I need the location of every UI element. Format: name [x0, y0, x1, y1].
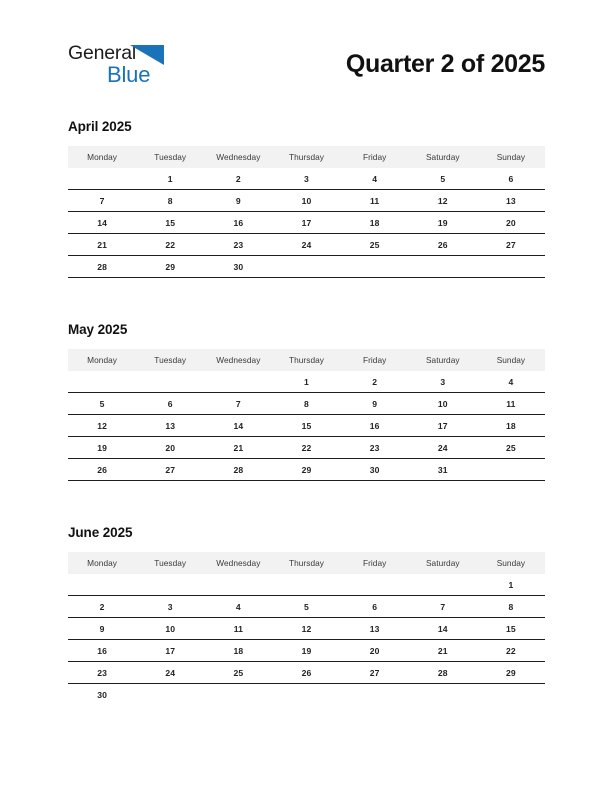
week-row — [68, 574, 545, 596]
weekday-header-wednesday: Wednesday — [204, 349, 272, 371]
day-cell[interactable]: 5 — [409, 168, 477, 190]
day-cell[interactable] — [68, 168, 136, 190]
day-cell[interactable]: 7 — [204, 393, 272, 415]
calendar-table-may — [68, 349, 545, 481]
day-cell[interactable]: 16 — [68, 640, 136, 662]
day-cell[interactable]: 11 — [477, 393, 545, 415]
week-row — [68, 371, 545, 393]
day-cell[interactable]: 30 — [341, 459, 409, 481]
weekday-header-friday: Friday — [341, 349, 409, 371]
weekday-header-tuesday: Tuesday — [136, 349, 204, 371]
weekday-header-saturday: Saturday — [409, 552, 477, 574]
calendar-table-april — [68, 146, 545, 278]
day-cell[interactable] — [136, 684, 204, 706]
page-header — [68, 42, 545, 100]
day-cell[interactable]: 16 — [341, 415, 409, 437]
day-cell[interactable] — [272, 574, 340, 596]
day-cell[interactable]: 3 — [136, 596, 204, 618]
week-row — [68, 684, 545, 706]
day-cell[interactable]: 7 — [409, 596, 477, 618]
page-title: Quarter 2 of 2025 — [345, 50, 545, 78]
day-cell[interactable]: 27 — [477, 234, 545, 256]
week-row — [68, 618, 545, 640]
day-cell[interactable]: 24 — [272, 234, 340, 256]
day-cell[interactable]: 21 — [68, 234, 136, 256]
day-cell[interactable]: 10 — [272, 190, 340, 212]
day-cell[interactable]: 28 — [204, 459, 272, 481]
day-cell[interactable]: 7 — [68, 190, 136, 212]
day-cell[interactable]: 11 — [341, 190, 409, 212]
weekday-header-friday: Friday — [341, 146, 409, 168]
day-cell[interactable] — [204, 684, 272, 706]
day-cell[interactable]: 6 — [341, 596, 409, 618]
weekday-header-saturday: Saturday — [409, 349, 477, 371]
day-cell[interactable]: 5 — [272, 596, 340, 618]
weekday-header-monday: Monday — [68, 552, 136, 574]
day-cell[interactable] — [272, 256, 340, 278]
day-cell[interactable]: 23 — [68, 662, 136, 684]
day-cell[interactable]: 22 — [136, 234, 204, 256]
day-cell[interactable]: 22 — [477, 640, 545, 662]
day-cell[interactable]: 12 — [272, 618, 340, 640]
day-cell[interactable]: 6 — [477, 168, 545, 190]
day-cell[interactable]: 9 — [204, 190, 272, 212]
day-cell[interactable]: 16 — [204, 212, 272, 234]
day-cell[interactable]: 4 — [204, 596, 272, 618]
day-cell[interactable]: 25 — [204, 662, 272, 684]
day-cell[interactable]: 8 — [477, 596, 545, 618]
week-row — [68, 437, 545, 459]
weekday-header-wednesday: Wednesday — [204, 552, 272, 574]
day-cell[interactable]: 30 — [204, 256, 272, 278]
day-cell[interactable]: 14 — [68, 212, 136, 234]
day-cell[interactable]: 13 — [136, 415, 204, 437]
week-row — [68, 662, 545, 684]
day-cell[interactable]: 2 — [204, 168, 272, 190]
week-row — [68, 190, 545, 212]
day-cell[interactable]: 18 — [477, 415, 545, 437]
day-cell[interactable] — [341, 574, 409, 596]
day-cell[interactable]: 4 — [341, 168, 409, 190]
day-cell[interactable]: 25 — [341, 234, 409, 256]
day-cell[interactable] — [409, 684, 477, 706]
week-row — [68, 168, 545, 190]
week-row — [68, 256, 545, 278]
day-cell[interactable]: 19 — [68, 437, 136, 459]
day-cell[interactable]: 14 — [204, 415, 272, 437]
day-cell[interactable] — [409, 256, 477, 278]
day-cell[interactable]: 30 — [97, 690, 107, 700]
month-title-may: May 2025 — [68, 322, 128, 337]
day-cell[interactable]: 28 — [68, 256, 136, 278]
weekday-header-sunday: Sunday — [477, 146, 545, 168]
day-cell[interactable]: 19 — [272, 640, 340, 662]
weekday-header-monday: Monday — [68, 146, 136, 168]
day-cell[interactable]: 27 — [341, 662, 409, 684]
day-cell[interactable]: 26 — [68, 459, 136, 481]
weekday-header-row — [68, 552, 545, 574]
weekday-header-tuesday: Tuesday — [136, 146, 204, 168]
week-row — [68, 596, 545, 618]
day-cell[interactable]: 11 — [204, 618, 272, 640]
day-cell[interactable]: 20 — [477, 212, 545, 234]
day-cell[interactable]: 9 — [341, 393, 409, 415]
day-cell[interactable]: 27 — [136, 459, 204, 481]
day-cell[interactable] — [136, 574, 204, 596]
day-cell[interactable]: 20 — [341, 640, 409, 662]
day-cell[interactable]: 28 — [409, 662, 477, 684]
weekday-header-thursday: Thursday — [272, 552, 340, 574]
day-cell[interactable]: 25 — [477, 437, 545, 459]
day-cell[interactable]: 8 — [136, 190, 204, 212]
day-cell[interactable]: 24 — [136, 662, 204, 684]
day-cell[interactable]: 14 — [409, 618, 477, 640]
day-cell[interactable]: 5 — [68, 393, 136, 415]
day-cell[interactable] — [204, 371, 272, 393]
weekday-header-row — [68, 349, 545, 371]
day-cell[interactable] — [409, 574, 477, 596]
month-block-april — [68, 119, 545, 278]
day-cell[interactable]: 23 — [204, 234, 272, 256]
day-cell[interactable]: 1 — [272, 371, 340, 393]
day-cell[interactable]: 1 — [477, 574, 545, 596]
day-cell[interactable]: 4 — [477, 371, 545, 393]
weekday-header-thursday: Thursday — [272, 349, 340, 371]
day-cell[interactable]: 10 — [136, 618, 204, 640]
day-cell[interactable]: 18 — [341, 212, 409, 234]
day-cell[interactable]: 12 — [68, 415, 136, 437]
day-cell[interactable]: 8 — [272, 393, 340, 415]
day-cell[interactable]: 3 — [409, 371, 477, 393]
week-row — [68, 459, 545, 481]
day-cell[interactable]: 12 — [409, 190, 477, 212]
day-cell[interactable] — [136, 371, 204, 393]
day-cell[interactable]: 2 — [68, 596, 136, 618]
weekday-header-sunday: Sunday — [477, 349, 545, 371]
day-cell[interactable]: 31 — [409, 459, 477, 481]
day-cell[interactable]: 26 — [272, 662, 340, 684]
day-cell[interactable] — [204, 574, 272, 596]
weekday-header-wednesday: Wednesday — [204, 146, 272, 168]
day-cell[interactable] — [68, 371, 136, 393]
day-cell[interactable]: 20 — [136, 437, 204, 459]
day-cell[interactable]: 17 — [409, 415, 477, 437]
day-cell[interactable]: 1 — [136, 168, 204, 190]
day-cell[interactable] — [477, 684, 545, 706]
calendar-table-june — [68, 552, 545, 705]
month-block-may — [68, 322, 545, 481]
day-cell[interactable]: 3 — [272, 168, 340, 190]
day-cell[interactable]: 29 — [136, 256, 204, 278]
day-cell[interactable]: 10 — [409, 393, 477, 415]
general-blue-logo[interactable] — [68, 42, 238, 92]
day-cell[interactable]: 17 — [136, 640, 204, 662]
week-row — [68, 393, 545, 415]
day-cell[interactable]: 18 — [204, 640, 272, 662]
weekday-header-row — [68, 146, 545, 168]
day-cell[interactable] — [272, 684, 340, 706]
day-cell[interactable]: 21 — [409, 640, 477, 662]
month-title-april: April 2025 — [68, 119, 132, 134]
day-cell[interactable] — [341, 684, 409, 706]
day-cell[interactable]: 29 — [477, 662, 545, 684]
day-cell[interactable]: 26 — [409, 234, 477, 256]
day-cell[interactable]: 24 — [409, 437, 477, 459]
month-block-june — [68, 525, 545, 705]
day-cell[interactable]: 23 — [341, 437, 409, 459]
logo-text-blue: Blue — [107, 62, 151, 87]
week-row — [68, 415, 545, 437]
day-cell[interactable]: 15 — [272, 415, 340, 437]
weekday-header-saturday: Saturday — [409, 146, 477, 168]
day-cell[interactable]: 6 — [136, 393, 204, 415]
day-cell[interactable]: 13 — [477, 190, 545, 212]
weekday-header-monday: Monday — [68, 349, 136, 371]
week-row — [68, 640, 545, 662]
day-cell[interactable] — [341, 256, 409, 278]
day-cell[interactable]: 21 — [204, 437, 272, 459]
weekday-header-tuesday: Tuesday — [136, 552, 204, 574]
day-cell[interactable]: 22 — [272, 437, 340, 459]
day-cell[interactable]: 17 — [272, 212, 340, 234]
week-row — [68, 234, 545, 256]
day-cell[interactable] — [477, 459, 545, 481]
week-row — [68, 212, 545, 234]
month-title-june: June 2025 — [68, 525, 133, 540]
day-cell[interactable]: 2 — [341, 371, 409, 393]
day-cell[interactable]: 15 — [136, 212, 204, 234]
logo-text-general: General — [68, 42, 136, 64]
day-cell[interactable]: 9 — [68, 618, 136, 640]
weekday-header-sunday: Sunday — [477, 552, 545, 574]
day-cell[interactable] — [68, 574, 136, 596]
weekday-header-friday: Friday — [341, 552, 409, 574]
weekday-header-thursday: Thursday — [272, 146, 340, 168]
day-cell[interactable] — [477, 256, 545, 278]
day-cell[interactable]: 29 — [272, 459, 340, 481]
day-cell[interactable]: 19 — [409, 212, 477, 234]
day-cell[interactable]: 13 — [341, 618, 409, 640]
day-cell[interactable]: 15 — [477, 618, 545, 640]
